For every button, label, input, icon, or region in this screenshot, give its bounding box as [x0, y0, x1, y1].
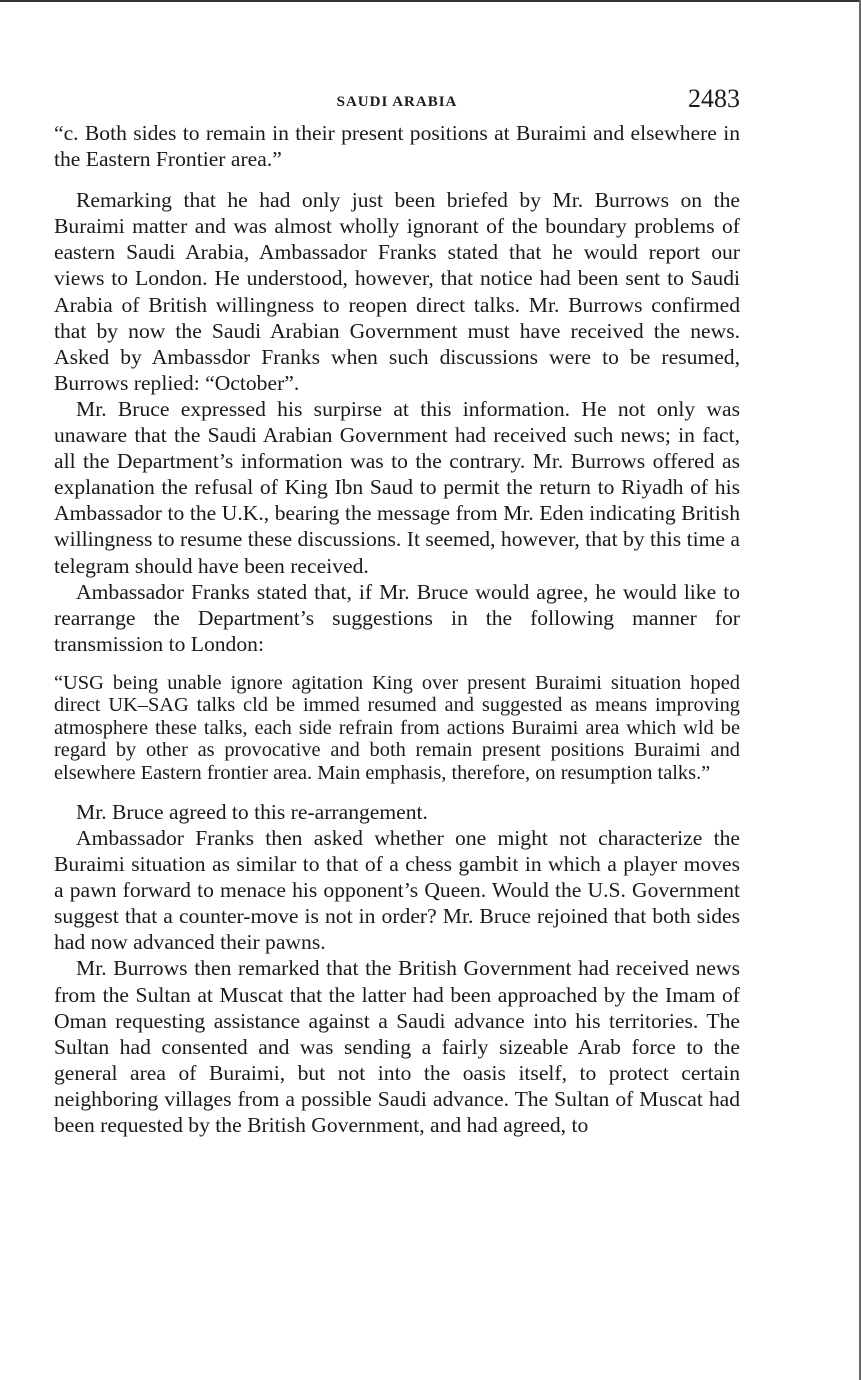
top-border — [0, 0, 861, 2]
running-header — [54, 84, 740, 120]
block-quote: “USG being unable ignore agitation King over present Buraimi situation hoped direct UK–SAG talks cld be immed resumed and suggested as means improving atmosphere these talks, each side refrain from actions Buraimi area which wld be regard by other as provocative and both remain present positions Buraimi and elsewhere Eastern frontier area. Main emphasis, therefore, on resumption talks.” — [54, 671, 740, 784]
paragraph: Mr. Bruce expressed his surpirse at this information. He not only was unaware that the Saudi Arabian Government had received such news; in fact, all the Department’s information was to the contrary. Mr. Burrows offered as explanation the refusal of King Ibn Saud to permit the return to Riyadh of his Ambassador to the U.K., bearing the message from Mr. Eden indicating British willingness to resume these discussions. It seemed, however, that by this time a telegram should have been received. — [54, 396, 740, 578]
quoted-item-c: “c. Both sides to remain in their present positions at Buraimi and elsewhere in the Eastern Frontier area.” — [54, 121, 740, 172]
paragraph: Mr. Burrows then remarked that the British Government had received news from the Sultan at Muscat that the latter had been approached by the Imam of Oman requesting assistance against a Saudi advance into his territories. The Sultan had consented and was sending a fairly sizeable Arab force to the general area of Buraimi, but not into the oasis itself, to protect certain neighboring villages from a possible Saudi advance. The Sultan of Muscat had been requested by the British Government, and had agreed, to — [54, 956, 740, 1138]
paragraph: Ambassador Franks then asked whether one might not characterize the Buraimi situation as similar to that of a chess gambit in which a player moves a pawn forward to menace his opponent’s Queen. Would the U.S. Government suggest that a counter-move is not in order? Mr. Bruce rejoined that both sides had now advanced their pawns. — [54, 826, 740, 955]
document-body — [54, 120, 740, 1138]
running-title: SAUDI ARABIA — [336, 94, 458, 110]
paragraph: Remarking that he had only just been briefed by Mr. Burrows on the Buraimi matter and was almost wholly ignorant of the boundary problems of eastern Saudi Arabia, Ambassador Franks stated that he would report our views to London. He understood, however, that notice had been sent to Saudi Arabia of British willingness to reopen direct talks. Mr. Burrows confirmed that by now the Saudi Arabian Government must have received the news. Asked by Ambassdor Franks when such discussions were to be resumed, Burrows replied: “October”. — [54, 188, 740, 395]
page-number: 2483 — [688, 84, 740, 113]
paragraph: Ambassador Franks stated that, if Mr. Bruce would agree, he would like to rearrange the Department’s suggestions in the following manner for transmission to London: — [54, 579, 740, 656]
paragraph: Mr. Bruce agreed to this re-arrangement. — [76, 799, 428, 824]
document-page — [54, 84, 740, 1138]
